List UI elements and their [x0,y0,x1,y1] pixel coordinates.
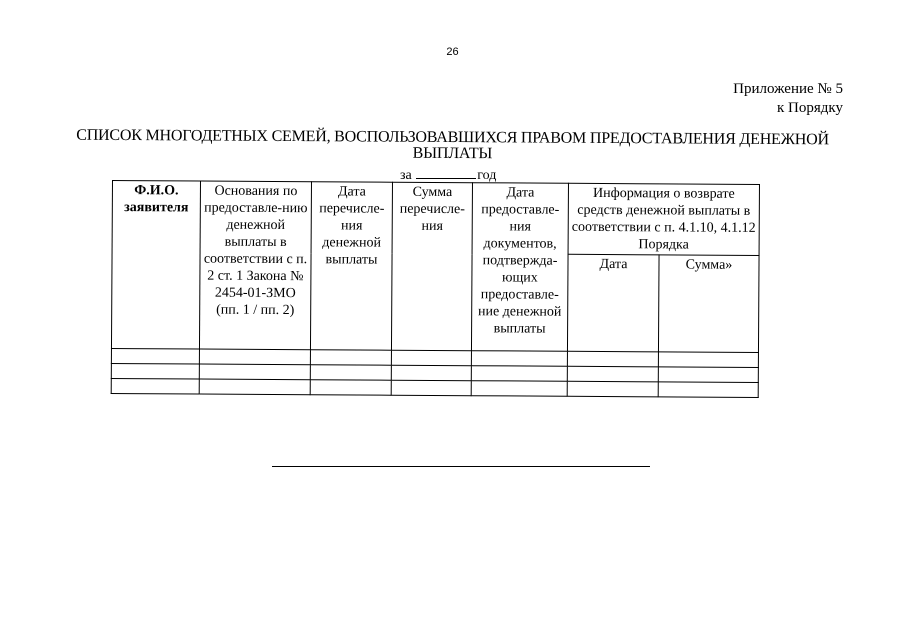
appendix-label [733,80,843,118]
header-row-top [112,181,759,256]
period-blank [416,166,476,179]
header-return-sum: Сумма» [658,255,759,353]
header-sum-transfer: Сумма перечисле-ния [391,182,472,350]
signature-line [272,466,650,467]
appendix-line-1: Приложение № 5 [733,81,843,97]
table-row [111,378,758,397]
period-suffix: год [477,168,497,183]
header-basis: Основания по предоставле-нию денежной выплаты в соответствии с п. 2 ст. 1 Закона № 2454-01-ЗМО (пп. 1 / пп. 2) [199,181,311,350]
page-number: 26 [446,46,459,58]
header-date-docs: Дата предоставле-ния документов, подтвержда-ющих предоставле-ние денежной выплаты [471,183,568,352]
appendix-line-2: к Порядку [777,100,843,116]
document-title [60,128,845,165]
header-date-transfer: Дата перечисле-ния денежной выплаты [310,182,392,350]
document-title-line-1: СПИСОК МНОГОДЕТНЫХ СЕМЕЙ, ВОСПОЛЬЗОВАВШИХСЯ ПРАВОМ ПРЕДОСТАВЛЕНИЯ ДЕНЕЖНОЙ [76,126,829,149]
document-title-line-2: ВЫПЛАТЫ [412,144,493,163]
header-fio: Ф.И.О. заявителя [111,181,200,350]
families-table-wrap [111,180,760,398]
families-table [111,180,760,398]
header-return-info: Информация о возврате средств денежной выплаты в соответствии с п. 4.1.10, 4.1.12 Порядка [568,183,759,255]
period-prefix: за [400,168,412,183]
header-return-date: Дата [567,254,659,352]
